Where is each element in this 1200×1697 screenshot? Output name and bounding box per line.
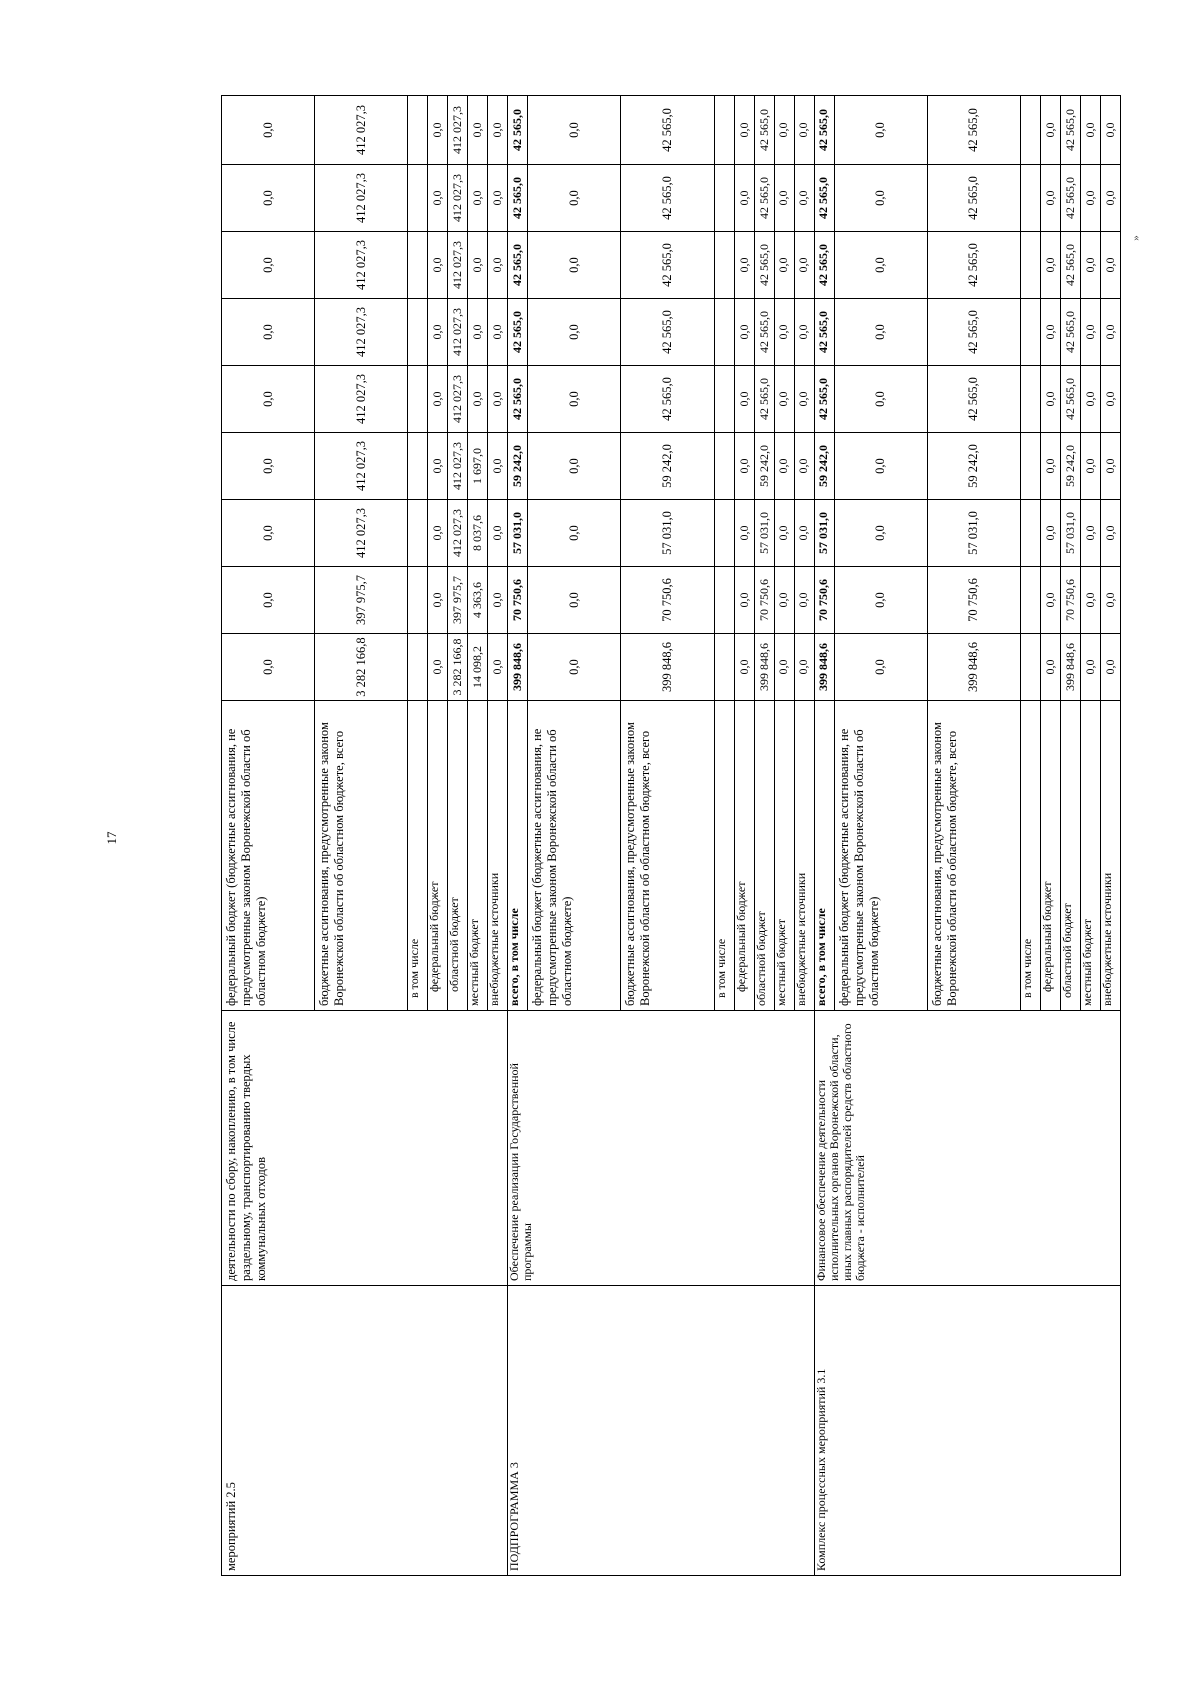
value-cell <box>1020 500 1040 567</box>
value-cell: 42 565,0 <box>508 366 528 433</box>
table-body <box>222 96 1121 1576</box>
value-cell <box>1020 634 1040 701</box>
value-cell: 70 750,6 <box>754 567 774 634</box>
value-cell <box>714 433 734 500</box>
value-cell: 42 565,0 <box>927 366 1020 433</box>
value-cell <box>1020 299 1040 366</box>
value-cell: 42 565,0 <box>1060 366 1080 433</box>
value-cell: 0,0 <box>1040 567 1060 634</box>
value-cell: 0,0 <box>1080 165 1100 232</box>
value-cell: 42 565,0 <box>927 299 1020 366</box>
funding-source-label: местный бюджет <box>1080 701 1100 1011</box>
table-row <box>814 96 834 1576</box>
funding-source-label: областной бюджет <box>448 701 468 1011</box>
value-cell: 399 848,6 <box>1060 634 1080 701</box>
value-cell: 42 565,0 <box>754 165 774 232</box>
value-cell: 0,0 <box>734 165 754 232</box>
value-cell: 0,0 <box>528 634 621 701</box>
value-cell: 0,0 <box>1080 433 1100 500</box>
section-name-cell: мероприятий 2.5 <box>222 1286 508 1576</box>
value-cell <box>1020 433 1040 500</box>
funding-source-label: бюджетные ассигнования, предусмотренные законом Воронежской области об областном бюджете, всего <box>927 701 1020 1011</box>
value-cell: 57 031,0 <box>508 500 528 567</box>
value-cell: 42 565,0 <box>621 165 714 232</box>
value-cell: 0,0 <box>468 96 488 165</box>
value-cell: 0,0 <box>222 366 315 433</box>
value-cell: 0,0 <box>488 299 508 366</box>
value-cell <box>408 567 428 634</box>
value-cell: 0,0 <box>774 96 794 165</box>
value-cell: 412 027,3 <box>448 433 468 500</box>
value-cell: 0,0 <box>528 366 621 433</box>
section-description-cell: деятельности по сбору, накоплению, в том числе раздельному, транспортированию твердых коммунальных отходов <box>222 1011 508 1286</box>
value-cell: 412 027,3 <box>448 165 468 232</box>
value-cell: 0,0 <box>428 165 448 232</box>
value-cell <box>714 165 734 232</box>
value-cell: 42 565,0 <box>927 232 1020 299</box>
value-cell: 57 031,0 <box>754 500 774 567</box>
section-name-cell: Комплекс процессных мероприятий 3.1 <box>814 1286 1120 1576</box>
value-cell: 42 565,0 <box>814 299 834 366</box>
value-cell: 0,0 <box>1040 165 1060 232</box>
value-cell: 70 750,6 <box>508 567 528 634</box>
funding-source-label: в том числе <box>714 701 734 1011</box>
value-cell: 0,0 <box>428 232 448 299</box>
value-cell: 0,0 <box>528 299 621 366</box>
table-row <box>222 96 315 1576</box>
value-cell <box>408 232 428 299</box>
value-cell: 0,0 <box>794 634 814 701</box>
value-cell <box>714 500 734 567</box>
value-cell: 42 565,0 <box>814 165 834 232</box>
funding-source-label: федеральный бюджет <box>428 701 448 1011</box>
value-cell: 42 565,0 <box>927 165 1020 232</box>
value-cell <box>714 299 734 366</box>
value-cell: 0,0 <box>774 567 794 634</box>
funding-source-label: в том числе <box>408 701 428 1011</box>
value-cell: 0,0 <box>488 634 508 701</box>
value-cell: 0,0 <box>528 232 621 299</box>
funding-source-label: бюджетные ассигнования, предусмотренные законом Воронежской области об областном бюджете, всего <box>315 701 408 1011</box>
value-cell: 412 027,3 <box>315 366 408 433</box>
value-cell: 0,0 <box>1080 567 1100 634</box>
value-cell: 0,0 <box>1100 567 1120 634</box>
section-description-cell: Финансовое обеспечение деятельности исполнительных органов Воронежской области, иных главных распорядителей средств областного бюджета - исполнителей <box>814 1011 1120 1286</box>
value-cell: 0,0 <box>794 165 814 232</box>
value-cell: 399 848,6 <box>621 634 714 701</box>
value-cell: 0,0 <box>834 232 927 299</box>
funding-source-label: федеральный бюджет (бюджетные ассигнования, не предусмотренные законом Воронежской области об областном бюджете) <box>222 701 315 1011</box>
value-cell: 42 565,0 <box>621 96 714 165</box>
value-cell: 59 242,0 <box>814 433 834 500</box>
value-cell: 0,0 <box>774 232 794 299</box>
value-cell: 57 031,0 <box>927 500 1020 567</box>
value-cell: 0,0 <box>774 500 794 567</box>
funding-source-label: всего, в том числе <box>814 701 834 1011</box>
value-cell: 0,0 <box>1040 500 1060 567</box>
value-cell: 0,0 <box>794 567 814 634</box>
value-cell: 42 565,0 <box>621 299 714 366</box>
value-cell: 42 565,0 <box>508 299 528 366</box>
value-cell: 0,0 <box>488 567 508 634</box>
value-cell: 42 565,0 <box>754 299 774 366</box>
value-cell: 399 848,6 <box>927 634 1020 701</box>
value-cell <box>1020 567 1040 634</box>
value-cell: 42 565,0 <box>1060 165 1080 232</box>
value-cell: 412 027,3 <box>315 433 408 500</box>
value-cell: 3 282 166,8 <box>315 634 408 701</box>
value-cell: 57 031,0 <box>1060 500 1080 567</box>
value-cell: 0,0 <box>222 232 315 299</box>
funding-source-label: внебюджетные источники <box>794 701 814 1011</box>
value-cell: 42 565,0 <box>1060 299 1080 366</box>
funding-source-label: федеральный бюджет <box>1040 701 1060 1011</box>
funding-source-label: бюджетные ассигнования, предусмотренные законом Воронежской области об областном бюджете, всего <box>621 701 714 1011</box>
value-cell <box>408 500 428 567</box>
value-cell: 59 242,0 <box>1060 433 1080 500</box>
value-cell: 0,0 <box>1040 299 1060 366</box>
value-cell: 0,0 <box>428 299 448 366</box>
value-cell: 59 242,0 <box>754 433 774 500</box>
value-cell: 0,0 <box>1100 433 1120 500</box>
value-cell: 0,0 <box>1040 366 1060 433</box>
value-cell: 0,0 <box>834 165 927 232</box>
value-cell: 0,0 <box>222 567 315 634</box>
value-cell: 70 750,6 <box>927 567 1020 634</box>
value-cell: 42 565,0 <box>814 232 834 299</box>
value-cell: 0,0 <box>488 232 508 299</box>
funding-source-label: областной бюджет <box>754 701 774 1011</box>
value-cell: 70 750,6 <box>621 567 714 634</box>
value-cell: 0,0 <box>428 634 448 701</box>
value-cell: 399 848,6 <box>508 634 528 701</box>
value-cell: 0,0 <box>774 433 794 500</box>
value-cell: 0,0 <box>528 96 621 165</box>
value-cell: 59 242,0 <box>508 433 528 500</box>
value-cell: 4 363,6 <box>468 567 488 634</box>
value-cell: 0,0 <box>1100 165 1120 232</box>
funding-source-label: федеральный бюджет (бюджетные ассигнования, не предусмотренные законом Воронежской области об областном бюджете) <box>834 701 927 1011</box>
value-cell: 0,0 <box>794 433 814 500</box>
value-cell: 0,0 <box>794 96 814 165</box>
funding-source-label: в том числе <box>1020 701 1040 1011</box>
value-cell <box>1020 165 1040 232</box>
value-cell: 0,0 <box>488 96 508 165</box>
value-cell: 0,0 <box>734 433 754 500</box>
value-cell: 0,0 <box>428 433 448 500</box>
value-cell: 0,0 <box>222 500 315 567</box>
section-description-cell: Обеспечение реализации Государственной программы <box>508 1011 814 1286</box>
value-cell: 0,0 <box>794 232 814 299</box>
page-number: 17 <box>104 831 119 845</box>
value-cell: 0,0 <box>774 299 794 366</box>
value-cell: 42 565,0 <box>1060 232 1080 299</box>
value-cell: 0,0 <box>774 634 794 701</box>
value-cell: 0,0 <box>1040 96 1060 165</box>
value-cell: 412 027,3 <box>315 232 408 299</box>
value-cell: 0,0 <box>834 634 927 701</box>
value-cell: 0,0 <box>1040 433 1060 500</box>
value-cell: 8 037,6 <box>468 500 488 567</box>
value-cell <box>1020 232 1040 299</box>
corner-mark: » <box>1129 235 1142 241</box>
table-row <box>508 96 528 1576</box>
value-cell: 0,0 <box>794 500 814 567</box>
value-cell: 42 565,0 <box>508 232 528 299</box>
value-cell: 0,0 <box>774 366 794 433</box>
value-cell: 0,0 <box>834 433 927 500</box>
value-cell: 1 697,0 <box>468 433 488 500</box>
value-cell: 0,0 <box>468 232 488 299</box>
value-cell: 0,0 <box>1080 500 1100 567</box>
value-cell <box>714 634 734 701</box>
value-cell: 57 031,0 <box>621 500 714 567</box>
value-cell: 412 027,3 <box>448 96 468 165</box>
value-cell: 0,0 <box>528 567 621 634</box>
value-cell <box>408 165 428 232</box>
rotated-table-container <box>221 96 1121 1576</box>
value-cell: 0,0 <box>734 634 754 701</box>
funding-source-label: федеральный бюджет <box>734 701 754 1011</box>
value-cell: 0,0 <box>1100 634 1120 701</box>
value-cell: 0,0 <box>222 165 315 232</box>
value-cell: 0,0 <box>428 366 448 433</box>
value-cell: 0,0 <box>468 299 488 366</box>
value-cell: 0,0 <box>488 366 508 433</box>
value-cell <box>408 433 428 500</box>
value-cell: 0,0 <box>488 165 508 232</box>
value-cell: 0,0 <box>1080 299 1100 366</box>
funding-source-label: всего, в том числе <box>508 701 528 1011</box>
funding-source-label: областной бюджет <box>1060 701 1080 1011</box>
value-cell: 0,0 <box>794 366 814 433</box>
value-cell: 0,0 <box>734 500 754 567</box>
value-cell: 397 975,7 <box>315 567 408 634</box>
funding-source-label: местный бюджет <box>468 701 488 1011</box>
value-cell <box>408 96 428 165</box>
value-cell: 0,0 <box>468 165 488 232</box>
value-cell <box>714 96 734 165</box>
value-cell: 0,0 <box>222 299 315 366</box>
value-cell: 42 565,0 <box>754 96 774 165</box>
value-cell: 0,0 <box>1080 232 1100 299</box>
value-cell: 59 242,0 <box>621 433 714 500</box>
funding-source-label: внебюджетные источники <box>1100 701 1120 1011</box>
value-cell: 70 750,6 <box>814 567 834 634</box>
value-cell: 0,0 <box>1100 500 1120 567</box>
value-cell: 0,0 <box>1100 366 1120 433</box>
value-cell: 42 565,0 <box>814 366 834 433</box>
value-cell <box>408 634 428 701</box>
value-cell: 412 027,3 <box>448 500 468 567</box>
value-cell: 399 848,6 <box>814 634 834 701</box>
value-cell: 0,0 <box>734 232 754 299</box>
value-cell: 42 565,0 <box>754 366 774 433</box>
value-cell: 0,0 <box>794 299 814 366</box>
value-cell: 0,0 <box>834 567 927 634</box>
value-cell: 0,0 <box>528 500 621 567</box>
value-cell: 412 027,3 <box>315 96 408 165</box>
value-cell: 0,0 <box>428 96 448 165</box>
value-cell: 412 027,3 <box>448 232 468 299</box>
value-cell: 42 565,0 <box>927 96 1020 165</box>
value-cell: 0,0 <box>488 500 508 567</box>
value-cell: 412 027,3 <box>315 165 408 232</box>
value-cell: 0,0 <box>1100 232 1120 299</box>
value-cell: 412 027,3 <box>448 366 468 433</box>
value-cell: 0,0 <box>488 433 508 500</box>
value-cell: 14 098,2 <box>468 634 488 701</box>
value-cell <box>714 366 734 433</box>
value-cell: 0,0 <box>734 366 754 433</box>
value-cell: 0,0 <box>222 433 315 500</box>
value-cell <box>1020 366 1040 433</box>
value-cell: 0,0 <box>774 165 794 232</box>
value-cell: 42 565,0 <box>621 232 714 299</box>
value-cell: 0,0 <box>734 567 754 634</box>
value-cell: 0,0 <box>834 96 927 165</box>
value-cell: 42 565,0 <box>814 96 834 165</box>
value-cell: 42 565,0 <box>621 366 714 433</box>
value-cell: 412 027,3 <box>315 500 408 567</box>
value-cell <box>1020 96 1040 165</box>
value-cell: 70 750,6 <box>1060 567 1080 634</box>
value-cell <box>714 567 734 634</box>
value-cell: 0,0 <box>1100 299 1120 366</box>
value-cell: 412 027,3 <box>448 299 468 366</box>
value-cell: 0,0 <box>428 567 448 634</box>
value-cell: 42 565,0 <box>754 232 774 299</box>
value-cell: 399 848,6 <box>754 634 774 701</box>
value-cell <box>408 299 428 366</box>
section-name-cell: ПОДПРОГРАММА 3 <box>508 1286 814 1576</box>
funding-source-label: федеральный бюджет (бюджетные ассигнования, не предусмотренные законом Воронежской области об областном бюджете) <box>528 701 621 1011</box>
value-cell: 42 565,0 <box>508 165 528 232</box>
value-cell: 0,0 <box>222 634 315 701</box>
budget-table <box>221 95 1121 1576</box>
value-cell: 0,0 <box>1040 634 1060 701</box>
value-cell: 0,0 <box>1080 634 1100 701</box>
value-cell: 0,0 <box>1040 232 1060 299</box>
value-cell: 59 242,0 <box>927 433 1020 500</box>
value-cell: 0,0 <box>734 96 754 165</box>
value-cell: 0,0 <box>1100 96 1120 165</box>
value-cell: 0,0 <box>1080 366 1100 433</box>
value-cell: 0,0 <box>834 500 927 567</box>
funding-source-label: внебюджетные источники <box>488 701 508 1011</box>
value-cell: 0,0 <box>222 96 315 165</box>
value-cell: 0,0 <box>528 165 621 232</box>
value-cell: 0,0 <box>528 433 621 500</box>
value-cell: 0,0 <box>1080 96 1100 165</box>
value-cell: 0,0 <box>428 500 448 567</box>
value-cell: 42 565,0 <box>1060 96 1080 165</box>
value-cell: 0,0 <box>834 366 927 433</box>
value-cell: 3 282 166,8 <box>448 634 468 701</box>
value-cell: 397 975,7 <box>448 567 468 634</box>
value-cell: 57 031,0 <box>814 500 834 567</box>
value-cell: 412 027,3 <box>315 299 408 366</box>
value-cell <box>408 366 428 433</box>
value-cell: 0,0 <box>734 299 754 366</box>
value-cell <box>714 232 734 299</box>
value-cell: 0,0 <box>834 299 927 366</box>
value-cell: 42 565,0 <box>508 96 528 165</box>
funding-source-label: местный бюджет <box>774 701 794 1011</box>
value-cell: 0,0 <box>468 366 488 433</box>
